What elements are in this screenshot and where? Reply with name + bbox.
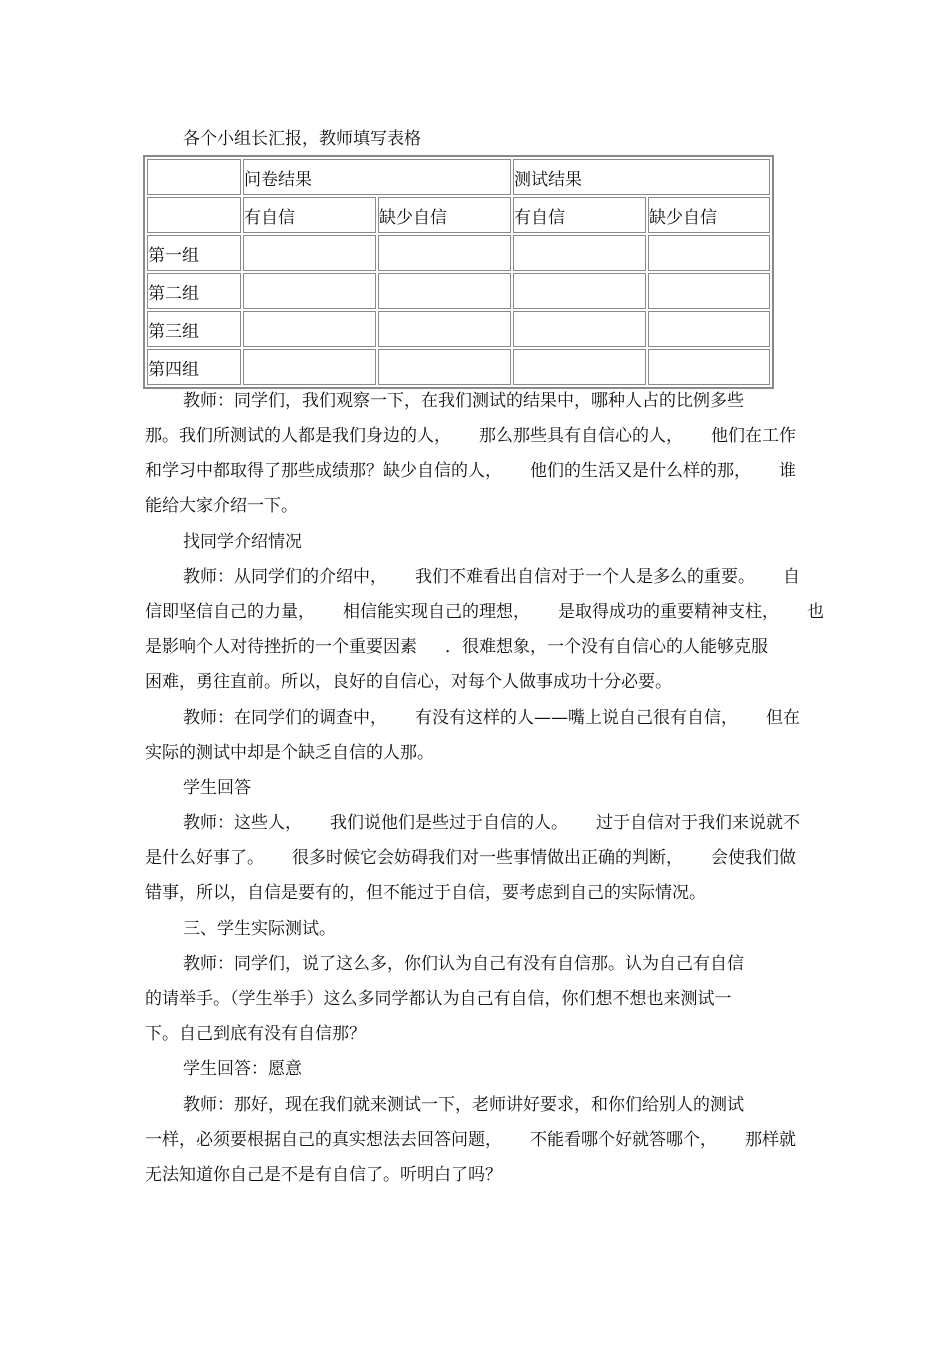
paragraph-line: 教师：同学们，说了这么多，你们认为自己有没有自信那。认为自己有自信 [183,954,744,974]
table-cell [513,273,646,309]
table-cell [648,349,770,385]
table-header-survey: 问卷结果 [243,159,511,195]
table-row-label: 第四组 [147,349,241,385]
table-subheader-row [147,197,770,233]
table-cell [147,159,241,195]
paragraph-line: 能给大家介绍一下。 [145,496,298,516]
table-cell [513,235,646,271]
paragraph-line: 教师：这些人， 我们说他们是些过于自信的人。 过于自信对于我们来说就不 [183,813,800,833]
table-cell [513,311,646,347]
section-heading: 三、学生实际测试。 [183,919,336,939]
paragraph-line: 找同学介绍情况 [183,532,302,552]
paragraph-line: 的请举手。（学生举手）这么多同学都认为自己有自信，你们想不想也来测试一 [145,989,732,1009]
group-results-table [143,155,774,389]
table-header-test: 测试结果 [513,159,770,195]
table-cell: 缺少自信 [648,197,770,233]
table-row [147,235,770,271]
paragraph-line: 无法知道你自己是不是有自信了。听明白了吗？ [145,1165,502,1185]
paragraph-line: 困难，勇往直前。所以，良好的自信心，对每个人做事成功十分必要。 [145,672,672,692]
intro-text: 各个小组长汇报，教师填写表格 [183,129,421,149]
table-cell: 缺少自信 [378,197,511,233]
table-cell [243,273,376,309]
paragraph-line: 下。自己到底有没有自信那？ [145,1024,366,1044]
paragraph-line: 学生回答：愿意 [183,1059,302,1079]
table-header-row [147,159,770,195]
paragraph-line: 学生回答 [183,778,251,798]
paragraph-line: 信即坚信自己的力量， 相信能实现自己的理想， 是取得成功的重要精神支柱， 也 [145,602,824,622]
table-row [147,349,770,385]
paragraph-line: 一样，必须要根据自己的真实想法去回答问题， 不能看哪个好就答哪个， 那样就 [145,1130,796,1150]
table-cell [513,349,646,385]
table-row-label: 第一组 [147,235,241,271]
table-cell [378,311,511,347]
table-cell: 有自信 [513,197,646,233]
table-cell [378,273,511,309]
table-cell [648,273,770,309]
table-cell [378,349,511,385]
table-cell [648,311,770,347]
paragraph-line: 是什么好事了。 很多时候它会妨碍我们对一些事情做出正确的判断， 会使我们做 [145,848,796,868]
paragraph-line: 教师：同学们，我们观察一下，在我们测试的结果中，哪种人占的比例多些 [183,391,744,411]
paragraph-line: 那。我们所测试的人都是我们身边的人， 那么那些具有自信心的人， 他们在工作 [145,426,796,446]
paragraph-line: 教师：从同学们的介绍中， 我们不难看出自信对于一个人是多么的重要。 自 [183,567,800,587]
table-row [147,311,770,347]
paragraph-line: 教师：那好，现在我们就来测试一下，老师讲好要求，和你们给别人的测试 [183,1095,744,1115]
table-row-label: 第三组 [147,311,241,347]
paragraph-line: 和学习中都取得了那些成绩那？缺少自信的人， 他们的生活又是什么样的那， 谁 [145,461,796,481]
table-cell [147,197,241,233]
paragraph-line: 实际的测试中却是个缺乏自信的人那。 [145,743,434,763]
paragraph-line: 教师：在同学们的调查中， 有没有这样的人——嘴上说自己很有自信， 但在 [183,708,800,728]
table-cell [243,311,376,347]
paragraph-line: 是影响个人对待挫折的一个重要因素 ．很难想象，一个没有自信心的人能够克服 [145,637,768,657]
table-cell: 有自信 [243,197,376,233]
table-cell [378,235,511,271]
table-cell [648,235,770,271]
table-cell [243,349,376,385]
table-row-label: 第二组 [147,273,241,309]
table-row [147,273,770,309]
paragraph-line: 错事，所以，自信是要有的，但不能过于自信，要考虑到自己的实际情况。 [145,883,706,903]
table-cell [243,235,376,271]
